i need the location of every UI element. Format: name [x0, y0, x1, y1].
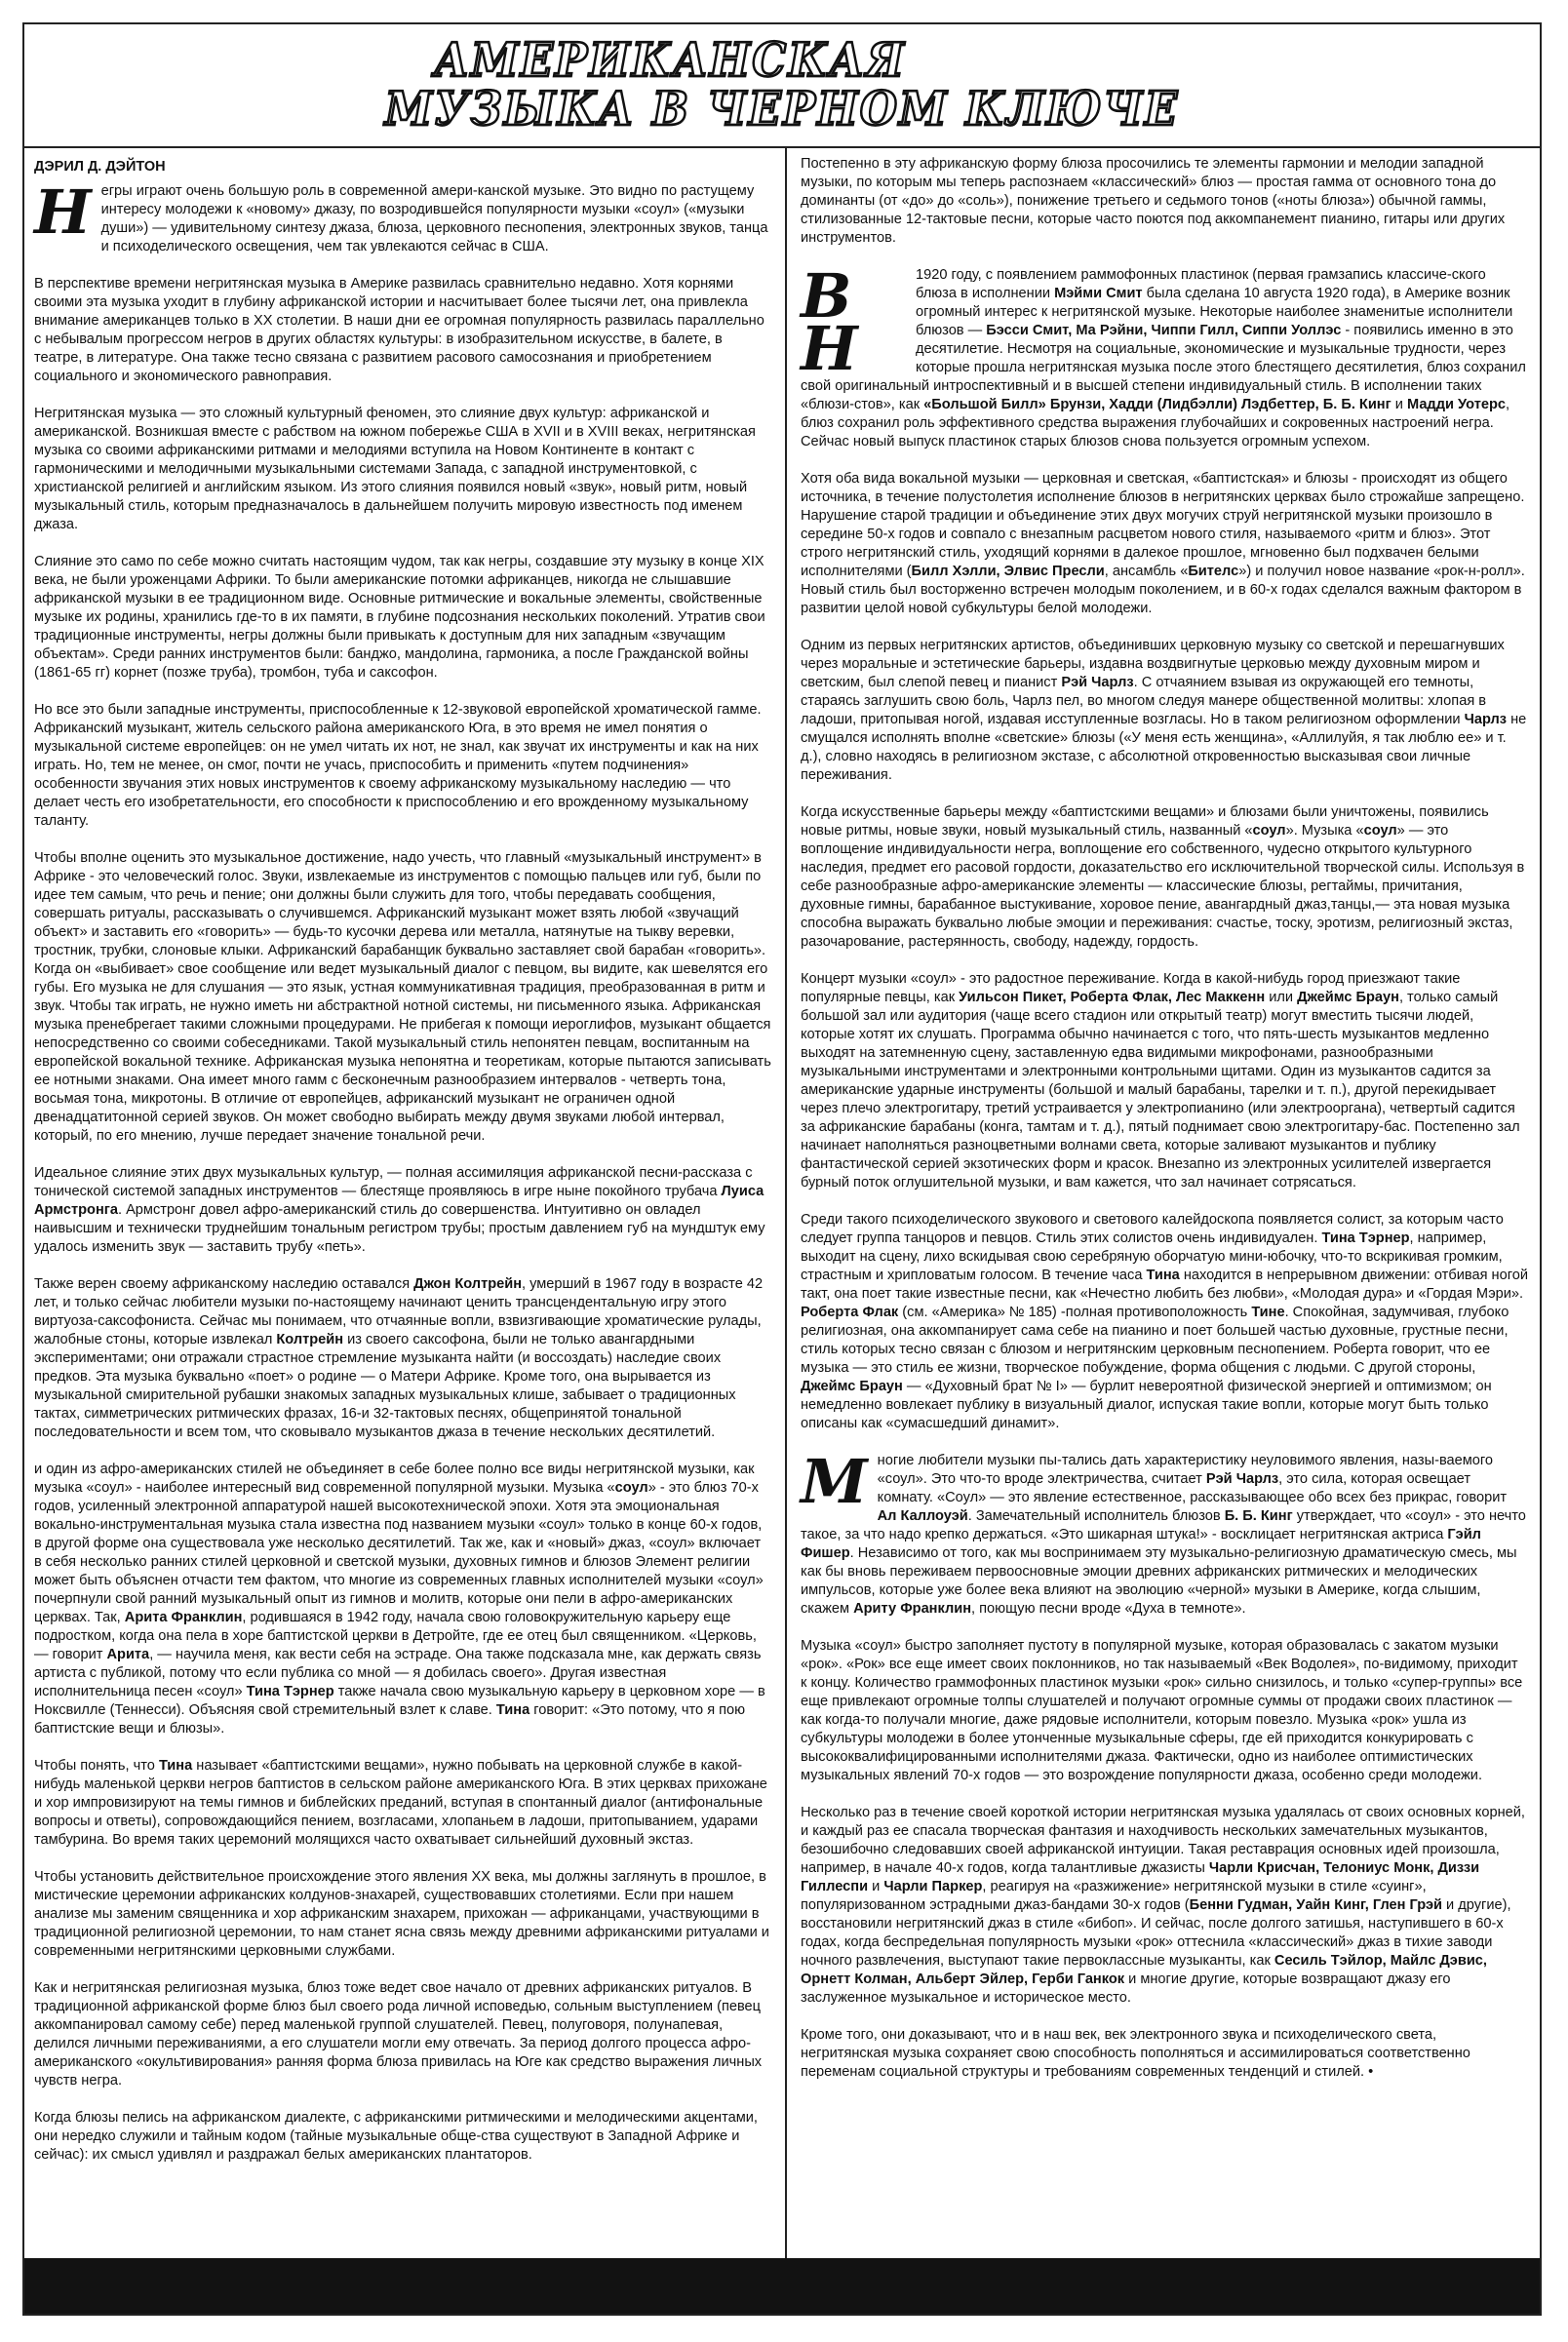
- person-name: Тина Тэрнер: [246, 1684, 334, 1699]
- person-name: Бэсси Смит, Ма Рэйни, Чиппи Гилл, Сиппи Уоллэс: [986, 323, 1342, 338]
- text-run: утверждает, что «соул» - это нечто такое, за что надо крепко держаться. «Это шикарная штука!» - восклицает негритянская актриса: [801, 1508, 1526, 1542]
- drop-cap: В Н: [801, 260, 858, 384]
- paragraph: Но все это были западные инструменты, приспособленные к 12-звуковой европейской хроматической гамме. Африканский музыкант, житель сельского района американского Юга, в это время не имел понятия о музыкальной системе европейцев: он не умел читать их нот, не знал, как звучат их инструменты и как на них играть. Но, тем не менее, он смог, почти не учась, приспособить и применить «путем подчинения» особенности звучания этих новых инструментов к своему африканскому музыкальному наследию — что делает честь его изобретательности, его способности к приспособлению и его врожденному музыкальному таланту.: [34, 702, 762, 829]
- paragraph: [34, 1275, 771, 1442]
- paragraph: Чтобы установить действительное происхождение этого явления XX века, мы должны заглянуть в прошлое, в мистические церемонии африканских колдунов-знахарей, существовавших столетиями. Если при нашем анализе мы заменим священника и хор африканским знахарем, прихожан — африканцами, участвующими в традиционной религиозной церемонии, то нам станет ясна связь между древними африканскими ритуалами и современными негритянскими церковными службами.: [34, 1869, 769, 1959]
- text-run: говорит: «Это потому, что я пою баптистские вещи и блюзы».: [34, 1702, 746, 1737]
- text-run: , реагируя на «разжижение» негритянской музыки в стиле «суинг», популяризованном эстрадными джаз-бандами 30-х годов (: [801, 1879, 1427, 1913]
- text-run: Несколько раз в течение своей короткой истории негритянская музыка удалялась от своих основных корней, и каждый раз ее спасала творческая фантазия и находчивость нескольких замечательных музыкантов, безошибочно следовавших своей африканской интуиции. Такая реставрация основных идей произошла, например, в начале 40-х годов, когда талантливые джазисты: [801, 1805, 1525, 1876]
- paragraph: [801, 470, 1528, 618]
- text-run: была сделана 10 августа 1920 года), в Америке возник огромный интерес к негритянской музыке. Некоторые наиболее знаменитые исполнители блюзов —: [916, 286, 1513, 338]
- person-name: «Большой Билл» Брунзи, Хадди (Лидбэлли) Лэдбеттер, Б. Б. Кинг: [923, 397, 1392, 412]
- text-run: и другие), восстановили негритянский джаз в стиле «бибоп». И сейчас, после долгого затишья, наступившего в 60-х годах, когда беспредельная популярность музыки «рок» оттеснила «классический» джаз в тихие заводи ночного развлечения, выступают такие первоклассные музыканты, как: [801, 1897, 1511, 1969]
- text-run: . С отчаянием взывая из окружающей его темноты, стараясь заглушить свою боль, Чарлз пел, во многом следуя манере общественной молитвы: хлопая в ладоши, притопывая ногой, издавая исступленные возгласы. Но в таком религиозном оформлении: [801, 675, 1487, 727]
- text-run: , ансамбль «: [1104, 564, 1189, 579]
- person-name: Бенни Гудман, Уайн Кинг, Глен Грэй: [1189, 1897, 1442, 1913]
- title-line-1: АМЕРИКАНСКАЯ: [434, 33, 906, 88]
- person-name: Арита: [106, 1647, 150, 1662]
- person-name: Арита Франклин: [124, 1610, 243, 1625]
- person-name: Чарли Паркер: [883, 1879, 983, 1894]
- text-run: и многие другие, которые возвращают джазу его заслуженное музыкальное и историческое место.: [801, 1971, 1451, 2006]
- paragraph: [801, 1446, 1528, 1619]
- text-run: Хотя оба вида вокальной музыки — церковная и светская, «баптистская» и блюзы - происходят из общего источника, в течение полустолетия исполнение блюзов в негритянских церквах было строжайше запрещено. Нарушение старой традиции и объединение этих двух могучих струй негритянской музыки произошло в середине 50-х годов и совпало с внезапным расцветом нового стиля, называемого «ритм и блюз». Этот строго негритянский стиль, уходящий корнями в далекое прошлое, мгновенно был подхвачен белыми исполнителями (: [801, 471, 1525, 579]
- emphasis: соул: [614, 1480, 648, 1496]
- band-name: Бителс: [1188, 564, 1239, 579]
- text-run: Концерт музыки «соул» - это радостное переживание. Когда в какой-нибудь город приезжают такие популярные певцы, как: [801, 971, 1461, 1005]
- paragraph: [801, 1804, 1528, 2008]
- text-run: — «Духовный брат № I» — бурлит невероятной физической энергией и оптимизмом; он немедленно вовлекает публику в визуальный диалог, испуская такие вопли, которые могут быть только описаны как «сумасшедший динамит».: [801, 1379, 1492, 1431]
- person-name: Роберта Флак: [801, 1305, 899, 1320]
- person-name: Мэйми Смит: [1054, 286, 1143, 301]
- paragraph: Музыка «соул» быстро заполняет пустоту в популярной музыке, которая образовалась с закатом музыки «рок». «Рок» все еще имеет своих поклонников, но так называемый «Век Водолея», по-видимому, приходит к концу. Количество граммофонных пластинок музыки «рок» сильно снизилось, и только «супер-группы» все еще привлекают огромные толпы слушателей и получают огромные суммы от продажи своих пластинок — как когда-то получали многие, даже рядовые исполнители, которым повезло. Музыка «рок» ушла из субкультуры молодежи в более утонченные музыкальные сферы, где ей приходится конкурировать с высококвалифицированными исполнителями джаза. Фактически, одно из наиболее оптимистических музыкальных явлений 70-х годов — это возрождение популярности джаза, особенно среди молодежи.: [801, 1638, 1523, 1783]
- text-run: , например, выходит на сцену, лихо вскидывая свою серебряную оборчатую мини-юбочку, что-то вскрикивая громким, страстным и хрипловатым голосом. В течение часа: [801, 1230, 1503, 1283]
- text-run: из своего саксофона, были не только авангардными экспериментами; они отражали страстное стремление музыканта найти (и воссоздать) наследие своих предков. Эта музыка буквально «поет» о родине — о Матери Африке. Кроме того, она вырывается из музыкальной смирительной рубашки знакомых западных музыкальных клише, забывает о традиционных тактах, симметрических ритмических фразах, 16-и 32-тактовых песнях, общепринятой тональной последовательности и всем том, что сковывало музыкантов джаза в течение нескольких десятилетий.: [34, 1332, 736, 1440]
- person-name: Б. Б. Кинг: [1224, 1508, 1293, 1524]
- text-run: (см. «Америка» № 185) -полная противоположность: [898, 1305, 1252, 1320]
- text-run: ногие любители музыки пы-тались дать характеристику неуловимого явления, назы-ваемого «соул». Это что-то вроде электричества, считает: [877, 1453, 1494, 1487]
- paragraph: Когда блюзы пелись на африканском диалекте, с африканскими ритмическими и мелодическими акцентами, они нередко служили и тайным кодом (тайные музыкальные обще-ства существуют в Западной Африке и сейчас): их смысл удивлял и раздражал белых американских плантаторов.: [34, 2110, 758, 2163]
- text-run: , — научила меня, как вести себя на эстраде. Она также подсказала мне, как держать связь артиста с публикой, потому что если публика со мной — я добилась своего». Другая известная исполнительница песен «соул»: [34, 1647, 762, 1699]
- person-name: Джон Колтрейн: [413, 1276, 523, 1292]
- text-run: не смущался исполнять вполне «светские» блюзы («У меня есть женщина», «Аллилуйя, я так люблю ее» и т. д.), словно находясь в религиозном экстазе, с абсолютной откровенностью высказывая свои личные переживания.: [801, 712, 1527, 783]
- page-frame: [22, 22, 1542, 2316]
- paragraph: [801, 260, 1528, 451]
- text-run: называет «баптистскими вещами», нужно побывать на церковной службе в какой-нибудь маленькой церкви негров баптистов в сельском районе американского Юга. В этих церквах прихожане и хор импровизируют на темы гимнов и библейских преданий, вступая в спонтанный диалог (антифональные вопросы и ответы), сопровождающийся пением, возгласами, хлопаньем в ладоши, притопыванием, ударами тамбурина. Во время таких церемоний молящихся часто охватывает сильнейший духовный экстаз.: [34, 1758, 767, 1848]
- paragraph: Кроме того, они доказывают, что и в наш век, век электронного звука и психоделического света, негритянская музыка сохраняет свою способность пополняться и ассимилироваться соответственно переменам социальной структуры и требованиям современных тенденций и стилей. •: [801, 2027, 1470, 2080]
- author-byline: ДЭРИЛ Д. ДЭЙТОН: [34, 159, 166, 175]
- text-run: ». Музыка «: [1285, 823, 1364, 839]
- person-name: Уильсон Пикет, Роберта Флак, Лес Маккенн: [959, 990, 1266, 1005]
- paragraph-text: егры играют очень большую роль в современной амери-канской музыке. Это видно по растущему интересу молодежи к «новому» джазу, по возродившейся популярности музыки «соул» («музыки души») — удивительному синтезу джаза, блюза, церковного песнопения, электронных звуков, танца и психоделического освещения, чем так увлекаются сейчас в США.: [100, 183, 768, 254]
- person-name: Чарлз: [1464, 712, 1508, 727]
- paragraph: [34, 1461, 771, 1738]
- paragraph: Слияние это само по себе можно считать настоящим чудом, так как негры, создавшие эту музыку в конце XIX века, не были уроженцами Африки. То были американские потомки африканцев, никогда не слышавшие африканской музыки в ее традиционном виде. Основные ритмические и вокальные элементы, свойственные музыке их родины, хранились где-то в их памяти, в глубине подсознания нескольких поколений. Утратив свои традиционные инструменты, негры должны были привыкать к доступным для них западным «звучащим объектам». Среди ранних инструментов были: банджо, мандолина, гармоника, а после Гражданской войны (1861-65 гг) корнет (позже труба), тромбон, туба и саксофон.: [34, 554, 765, 681]
- title-line-2: МУЗЫКА В ЧЕРНОМ КЛЮЧЕ: [384, 82, 1180, 137]
- paragraph: Чтобы вполне оценить это музыкальное достижение, надо учесть, что главный «музыкальный инструмент» в Африке - это человеческий голос. Звуки, извлекаемые из инструментов с помощью пальцев или губ, были по идее тем самым, что речь и пение; они должны были служить для того, чтобы передавать сообщения, совершать ритуалы, рассказывать о случившемся. Африканский музыкант может взять любой «звучащий объект» и заставить его «говорить» — будь-то кусочки дерева или металла, натянутые на тыкву веревки, тростник, трубки, слоновые клыки. Африканский барабанщик буквально заставляет свой барабан «говорить». Когда он «выбивает» свое сообщение или ведет музыкальный диалог с певцом, вы видите, как шевелятся его губы. Его музыка не для слушания — это язык, устная коммуникативная традиция, преобразованная в ритм и звук. Чтобы так играть, не нужно иметь ни абстрактной нотной системы, ни письменного языка. Африканская музыка пренебрегает такими сложными процедурами. Не прибегая к помощи иероглифов, музыкант общается непосредственно со своими собеседниками. Такой музыкальный стиль непонятен певцам, воспитанным на европейской вокальной технике. Африканская музыка непонятна и теоретикам, которые пытаются записывать ее нотными знаками. Она имеет много гамм с бесконечным разнообразием интервалов - четверть тона, восьмая тона, микротоны. В отличие от европейцев, африканский музыкант не ограничен одной двенадцатитонной серией звуков. Он может свободно выбирать между двумя звуками любой интервал, который, по его мнению, лучше передает значение тональной речи.: [34, 850, 771, 1144]
- emphasis: соул: [1252, 823, 1286, 839]
- paragraph: [34, 1757, 771, 1850]
- person-name: Ал Каллоуэй: [877, 1508, 968, 1524]
- person-name: Джеймс Браун: [801, 1379, 903, 1394]
- text-run: . Независимо от того, как мы воспринимаем эту музыкально-религиозную драматическую смесь, мы как бы вновь переживаем первоосновные эмоции древних африканских ритмических и мелодических импульсов, которые уже более века влияют на эволюцию «черной» музыки в Америке, когда слышим, скажем: [801, 1545, 1517, 1617]
- masthead: [24, 24, 1540, 148]
- text-run: , блюз сохранил роль эффективного средства выражения глубочайших и сокровенных настроений негра. Сейчас новый выпуск пластинок старых блюзов снова пользуется огромным успехом.: [801, 397, 1510, 449]
- emphasis: соул: [1363, 823, 1397, 839]
- person-name: Мадди Уотерс: [1406, 397, 1506, 412]
- text-run: , родившаяся в 1942 году, начала свою головокружительную карьеру еще подростком, когда она пела в хоре баптистской церкви в Детройте, где ее отец был священником. «Церковь, — говорит: [34, 1610, 757, 1662]
- person-name: Гэйл Фишер: [801, 1527, 1481, 1561]
- paragraph: [801, 637, 1528, 785]
- text-run: » - это блюз 70-х годов, усиленный электронной аппаратурой нашей высокотехнической эпохи. Хотя эта эмоциональная вокально-инструментальная музыка стала известна под названием музыки «соул» только в конце 60-х годов, в другой форме она существовала уже несколько десятилетий. Так же, как и «новый» джаз, «соул» включает в себя несколько ранних стилей церковной и светской музыки, духовных гимнов и блюзов Элемент религии может быть объяснен отчасти тем фактом, что многие из современных главных исполнителей музыки «соул» почерпнули свой ранний музыкальный опыт из гимнов и молитв, которые они пели в афро-американских церквах. Так,: [34, 1480, 764, 1625]
- person-name: Колтрейн: [276, 1332, 344, 1347]
- person-name: Тина: [495, 1702, 530, 1718]
- person-name: Билл Хэлли, Элвис Пресли: [911, 564, 1105, 579]
- person-name: Тина: [158, 1758, 193, 1774]
- text-run: 1920 году, с появлением раммофонных пластинок (первая грамзапись классиче-ского блюза в исполнении: [916, 267, 1486, 301]
- paragraph: [34, 176, 771, 256]
- paragraph: [801, 1211, 1528, 1433]
- text-run: или: [1265, 990, 1298, 1005]
- paragraph: Постепенно в эту африканскую форму блюза просочились те элементы гармонии и мелодии западной музыки, по которым мы теперь распознаем «классический» блюз — простая гамма от основного тона до доминанты (от «до» до «соль»), понижение третьего и седьмого тонов («ноты блюза») обычной гаммы, стилизованные 12-тактовые песни, которые часто поются под аккомпанемент пианино, гитары или других инструментов.: [801, 156, 1506, 246]
- text-run: , умерший в 1967 году в возрасте 42 лет, и только сейчас любители музыки по-настоящему начинают ценить трансцендентальную игру этого виртуоза-саксофониста. Сейчас мы понимаем, что отчаянные вопли, взвизгивающие хроматические рулады, жалобные стоны, которые извлекал: [34, 1276, 764, 1347]
- text-run: Среди такого психоделического звукового и светового калейдоскопа появляется солист, за которым часто следует группа танцоров и певцов. Стиль этих солистов очень индивидуален.: [801, 1212, 1504, 1246]
- text-run: Когда искусственные барьеры между «баптистскими вещами» и блюзами были уничтожены, появились новые ритмы, новые звуки, новый музыкальный стиль, названный «: [801, 804, 1489, 839]
- paragraph: В перспективе времени негритянская музыка в Америке развилась сравнительно недавно. Хотя корнями своими эта музыка уходит в глубину африканской истории и насчитывает более тысячи лет, она привлекла внимание американцев только в XX столетии. В наши дни ее огромная популярность развилась параллельно с небывалым прогрессом негров в других областях культуры: в изобразительном искусстве, в балете, в театре, в литературе. Она также тесно связана с развитием расового самосознания и приобретением социального и экономического равноправия.: [34, 276, 764, 384]
- text-run: и: [1391, 397, 1407, 412]
- text-run: находится в непрерывном движении: отбивая ногой такт, она поет такие известные песни, как «Нечестно любить без любви», «Молодая дура» и «Гордая Мэри».: [801, 1268, 1528, 1302]
- person-name: Тина: [1146, 1268, 1180, 1283]
- text-run: и: [868, 1879, 884, 1894]
- text-run: , только самый большой зал или аудитория (чаще всего стадион или открытый театр) могут вместить тысячи людей, которые хотят их слушать. Программа обычно начинается с того, что пять-шесть музыкантов медленно выходят на затемненную сцену, заставленную едва видимыми микрофонами, разнообразными музыкальными инструментами и электронными контрольными щитами. Один из музыкантов садится за американские ударные инструменты (большой и малый барабаны, тарелки и т. п.), другой перекидывает через плечо электрогитару, третий устраивается у электропианино (или электрооргана), четвертый садится за африканские барабаны (конга, тамтам и т. д.), пятый поднимает свою электрогитару-бас. Постепенно зал начинает наполняться разноцветными волнами света, которые заливают музыкантов и публику фантастической серией экзотических форм и красок. Внезапно из электронных усилителей извергается бурный поток оглушительной музыки, и вам кажется, что зал начинает сотрясаться.: [801, 990, 1520, 1191]
- person-name: Рэй Чарлз: [1061, 675, 1134, 690]
- right-column: [787, 148, 1542, 2258]
- text-run: . Замечательный исполнитель блюзов: [967, 1508, 1225, 1524]
- paragraph: [801, 803, 1528, 952]
- paragraph: [34, 1164, 771, 1257]
- person-name: Рэй Чарлз: [1205, 1471, 1279, 1487]
- person-name: Сесиль Тэйлор, Майлс Дэвис, Орнетт Колман, Альберт Эйлер, Герби Ганкок: [801, 1953, 1487, 1987]
- person-name: Тине: [1251, 1305, 1285, 1320]
- person-name: Джеймс Браун: [1297, 990, 1399, 1005]
- person-name: Ариту Франклин: [853, 1601, 972, 1617]
- paragraph: Как и негритянская религиозная музыка, блюз тоже ведет свое начало от древних африканских ритуалов. В традиционной африканской форме блюз был своего рода личной исповедью, сольным выступлением (певец аккомпанировал самому себе) перед маленькой группой слушателей. Певец, полуговоря, полунапевая, делился личными переживаниями, а его слушатели могли ему отвечать. За период долгого процесса афро-американского «окультивирования» ранняя форма блюза привилась на Юге как средство выражения личных чувств негра.: [34, 1980, 763, 2088]
- text-run: , это сила, которая освещает комнату. «Соул» — это явление естественное, рассказывающее обо всех без прикрас, говорит: [877, 1471, 1508, 1505]
- drop-cap: М: [801, 1446, 868, 1517]
- person-name: Чарли Крисчан, Телониус Монк, Диззи Гиллеспи: [801, 1860, 1480, 1894]
- text-run: , поющую песни вроде «Духа в темноте».: [971, 1601, 1246, 1617]
- text-run: Одним из первых негритянских артистов, объединивших церковную музыку со светской и перешагнувших через моральные и эстетические барьеры, издавна воздвигнутые церковью между духовным миром и светским, был слепой певец и пианист: [801, 638, 1505, 690]
- text-run: и один из афро-американских стилей не объединяет в себе более полно все виды негритянской музыки, как музыка «соул» - наиболее интересный вид современной популярной музыки. Музыка «: [34, 1462, 755, 1496]
- person-name: Тина Тэрнер: [1321, 1230, 1410, 1246]
- text-run: Также верен своему африканскому наследию оставался: [34, 1276, 414, 1292]
- text-run: » — это воплощение индивидуальности негра, воплощение его собственного, чудесно открытого культурного наследия, предмет его расовой гордости, доказательство его исключительной творческой силы. Используя в себе разнообразные афро-американские элементы — классические блюзы, регтаймы, причитания, духовные гимны, барабанное выстукивание, хоровое пение, авангардный джаз,танцы,— эта новая музыка способна выражать буквально любые эмоции и переживания: счастье, тоску, эротизм, религиозный экстаз, разочарование, растерянность, свободу, надежду, гордость.: [801, 823, 1525, 950]
- paragraph: Негритянская музыка — это сложный культурный феномен, это слияние двух культур: африканской и американской. Возникшая вместе с рабством на южном побережье США в XVII и в XVIII веках, негритянская музыка со своими африканскими ритмами и мелодиями вступила на Новом Континенте в контакт с гармоническими и мелодичными музыкальными системами Запада, с западной инструментовкой, с христианской религией и английским языком. Из этого слияния появился новый «звук», новый ритм, новый музыкальный стиль, которым предназначалось в дальнейшем получить мировую известность под именем джаза.: [34, 406, 756, 532]
- left-column: [24, 148, 787, 2258]
- person-name: Луиса Армстронга: [34, 1184, 764, 1218]
- text-run: - появились именно в это десятилетие. Несмотря на социальные, экономические и музыкальные трудности, через которые прошла негритянская музыка после этого блестящего десятилетия, блюз сохранил свой оригинальный интроспективный и в высшей степени индивидуальный стиль. В исполнении таких «блюзи-стов», как: [801, 323, 1526, 412]
- footer-bar: [24, 2258, 1540, 2314]
- text-run: . Армстронг довел афро-американский стиль до совершенства. Интуитивно он овладел наивысшим и технически труднейшим тональным регистром трубы; простым давлением губ на мундштук ему удалось изменить звук — заставить трубу «петь».: [34, 1202, 765, 1255]
- text-run: . Спокойная, задумчивая, глубоко религиозная, она аккомпанирует сама себе на пианино и поет большей частью духовные, грустные песни, стиль которых тесно связан с блюзом и негритянским церковным песнопением. Роберта говорит, что ее музыка — это стиль ее жизни, творческое побуждение, форма общения с людьми. С другой стороны,: [801, 1305, 1509, 1376]
- paragraph: [801, 970, 1528, 1192]
- text-run: ») и получил новое название «рок-н-ролл». Новый стиль был восторженно встречен молодым поколением, и в 60-х годах сделался важным фактором в развитии целой новой субкультуры белой молодежи.: [801, 564, 1525, 616]
- text-run: Чтобы понять, что: [34, 1758, 159, 1774]
- drop-cap: Н: [34, 176, 92, 248]
- text-run: также начала свою музыкальную карьеру в церковном хоре — в Ноксвилле (Теннесси). Объясняя свой стремительный взлет к славе.: [34, 1684, 765, 1718]
- text-run: Идеальное слияние этих двух музыкальных культур, — полная ассимиляция африканской песни-рассказа с тонической системой западных инструментов — блестяще проявляюсь в игре ныне покойного трубача: [34, 1165, 753, 1199]
